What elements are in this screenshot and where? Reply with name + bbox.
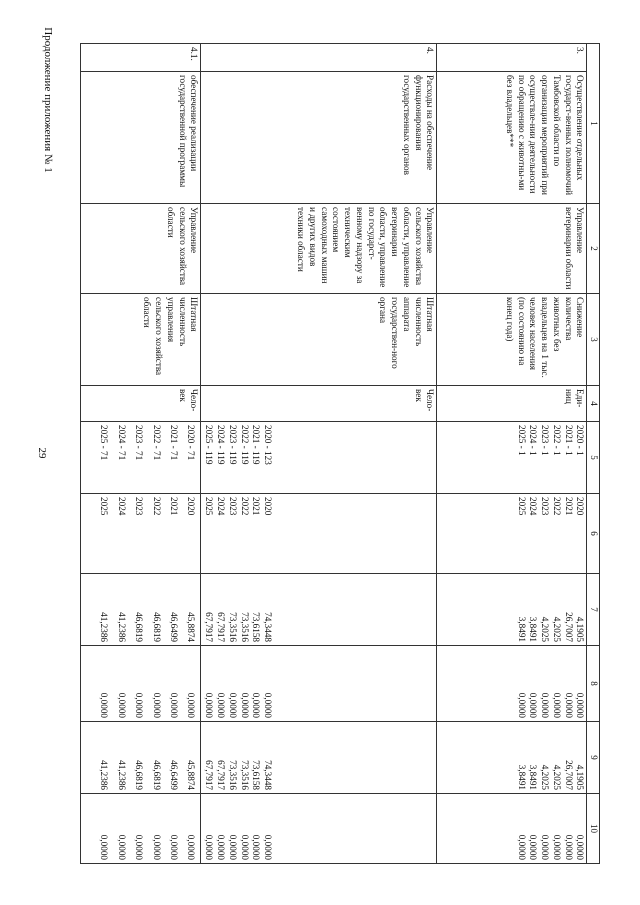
row-indicator: Штатная численность управления сельского хозяйства области — [81, 294, 201, 386]
row-indicator-values: 2020 - 71 2021 - 71 2022 - 71 2023 - 71 2024 - 71 2025 - 71 — [81, 422, 201, 494]
column-number-7: 7 — [587, 574, 600, 646]
row-number: 4. — [201, 44, 437, 72]
row-indicator: Штатная численность аппарата государствен-ного органа — [201, 294, 437, 386]
row-name: Осуществление отдельных государст-венных полномочий Тамбовской области по организации мероприятий при осуществле-нии деятельности по обращению с животны-ми без владельцев*** — [437, 72, 587, 204]
column-number-10: 10 — [587, 794, 600, 864]
row-years: 2020 2021 2022 2023 2024 2025 — [81, 494, 201, 574]
row-local: 0,0000 0,0000 0,0000 0,0000 0,0000 0,0000 — [81, 794, 201, 864]
row-unit: Еди-ниц — [437, 386, 587, 422]
column-number-9: 9 — [587, 722, 600, 794]
row-total: 74,3448 73,6158 73,3516 73,3516 67,7917 67,7917 — [201, 574, 437, 646]
row-federal: 0,0000 0,0000 0,0000 0,0000 0,0000 0,0000 — [437, 646, 587, 722]
row-unit: Чело-век — [201, 386, 437, 422]
row-federal: 0,0000 0,0000 0,0000 0,0000 0,0000 0,0000 — [81, 646, 201, 722]
row-unit: Чело-век — [81, 386, 201, 422]
column-number-5: 5 — [587, 422, 600, 494]
column-number-row — [587, 44, 600, 864]
row-total: 45,8874 46,6499 46,6819 46,6819 41,2386 41,2386 — [81, 574, 201, 646]
table-row — [437, 44, 587, 864]
column-number-1: 1 — [587, 44, 600, 204]
program-table — [80, 43, 600, 864]
column-number-6: 6 — [587, 494, 600, 574]
row-indicator-values: 2020 - 123 2021 - 119 2022 - 119 2023 - 119 2024 - 119 2025 - 119 — [201, 422, 437, 494]
appendix-caption: Продолжение приложения № 1 — [42, 27, 54, 173]
row-regional: 45,8874 46,6499 46,6819 46,6819 41,2386 41,2386 — [81, 722, 201, 794]
column-number-3: 3 — [587, 294, 600, 386]
row-regional: 4,1905 26,7007 4,2025 4,2025 3,8491 3,8491 — [437, 722, 587, 794]
column-number-4: 4 — [587, 386, 600, 422]
column-number-8: 8 — [587, 646, 600, 722]
table-row — [81, 44, 201, 864]
row-executor: Управление ветеринарии области — [437, 204, 587, 294]
row-federal: 0,0000 0,0000 0,0000 0,0000 0,0000 0,0000 — [201, 646, 437, 722]
row-total: 4,1905 26,7007 4,2025 4,2025 3,8491 3,8491 — [437, 574, 587, 646]
row-years: 2020 2021 2022 2023 2024 2025 — [437, 494, 587, 574]
row-name: обеспечение реализации государственной программы — [81, 72, 201, 204]
row-local: 0,0000 0,0000 0,0000 0,0000 0,0000 0,0000 — [437, 794, 587, 864]
row-executor: Управление сельского хозяйства области, управление ветеринарии области, управление по государст-венному надзору за техническим состоянием самоходных машин и других видов техники области — [201, 204, 437, 294]
row-regional: 74,3448 73,6158 73,3516 73,3516 67,7917 67,7917 — [201, 722, 437, 794]
page-number: 29 — [36, 447, 48, 459]
row-years: 2020 2021 2022 2023 2024 2025 — [201, 494, 437, 574]
row-executor: Управление сельского хозяйства области — [81, 204, 201, 294]
row-number: 3. — [437, 44, 587, 72]
row-indicator-values: 2020 - 1 2021 - 1 2022 - 1 2023 - 1 2024 - 1 2025 - 1 — [437, 422, 587, 494]
table-row — [201, 44, 437, 864]
column-number-2: 2 — [587, 204, 600, 294]
row-number: 4.1. — [81, 44, 201, 72]
row-indicator: Снижение количества животных без владельцев на 1 тыс. человек населения (по состоянию на конец года) — [437, 294, 587, 386]
row-local: 0,0000 0,0000 0,0000 0,0000 0,0000 0,0000 — [201, 794, 437, 864]
row-name: Расходы на обеспечение функционирования государственных органов — [201, 72, 437, 204]
rotated-table-wrapper — [40, 43, 600, 863]
